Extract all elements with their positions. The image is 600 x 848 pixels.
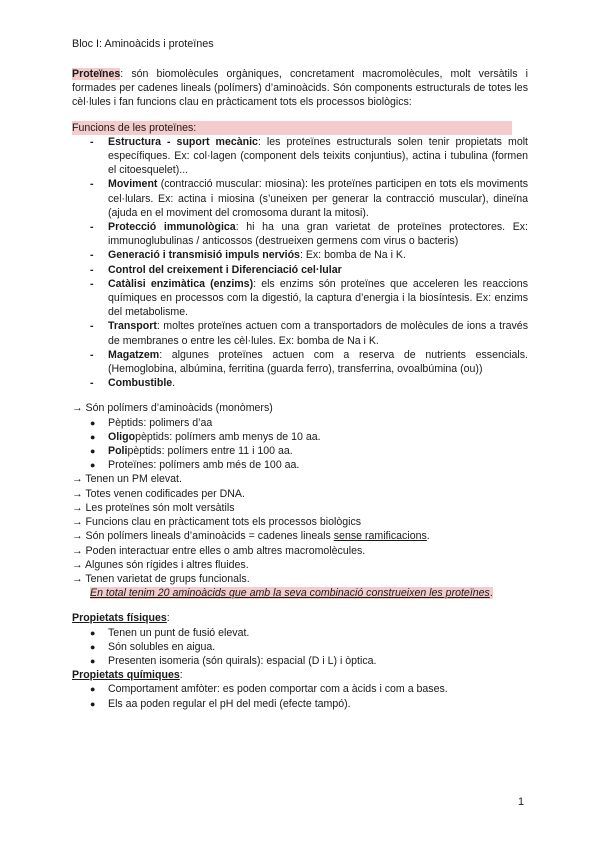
intro-term: Proteïnes [72,68,121,80]
list-item: ● Pèptids: polimers d’aa [90,416,213,429]
polymers-line: → Són polímers d’aminoàcids (monòmers) [72,402,273,415]
physical-properties [72,611,528,668]
list-item: ● Presenten isomeria (són quirals): espacial (D i L) i òptica. [90,654,377,667]
function-item-nerve: - Generació i transmisió impuls nerviós: Ex: bomba de Na i K. [90,249,406,262]
function-item-structure: - Estructura - suport mecànic: les proteïnes estructurals solen tenir propietats molt específiques. Ex: col·lagen (component dels teixits conjuntius), actina i tubulina (formen el citoesquelet)... [90,135,529,177]
document-body [72,67,528,711]
function-item-growth: - Control del creixement i Diferenciació cel·lular [90,263,342,276]
functions-list [72,135,528,391]
polymers-block [72,401,528,600]
arrow-line: → Poden interactuar entre elles o amb altres macromolècules. [72,544,366,557]
arrow-line: → Les proteïnes són molt versàtils [72,501,235,514]
list-item: ● Tenen un punt de fusió elevat. [90,626,250,639]
polymers-list [72,416,528,473]
list-item: ● Són solubles en aigua. [90,640,216,653]
intro-paragraph [72,67,528,110]
functions-title: Funcions de les proteïnes: [72,121,512,135]
list-item: ● Polipèptids: polímers entre 11 i 100 aa. [90,445,293,458]
conclusion-line: En total tenim 20 aminoàcids que amb la seva combinació construeixen les proteïnes. [90,587,493,600]
function-item-transport: - Transport: moltes proteïnes actuen com a transportadors de molècules de ions a través de membranes o entre les cèl·lules. Ex: bomba de Na i K. [90,320,528,347]
list-item: ● Els aa poden regular el pH del medi (efecte tampó). [90,697,351,710]
list-item: ● Oligopèptids: polímers amb menys de 10 aa. [90,430,321,443]
function-item-catalysis: - Catàlisi enzimàtica (enzims): els enzims són proteïnes que acceleren les reaccions químiques en processos com la digestió, la captura d’energia i la biosíntesis. Ex: enzims del metabolisme. [90,277,528,319]
function-item-fuel: - Combustible. [90,377,176,390]
list-item: ● Comportament amfòter: es poden comportar com a àcids i com a bases. [90,683,448,696]
arrow-line: → Tenen varietat de grups funcionals. [72,572,250,585]
arrow-line: → Totes venen codificades per DNA. [72,487,245,500]
list-item: ● Proteïnes: polímers amb més de 100 aa. [90,459,300,472]
conclusion-highlight: En total tenim 20 aminoàcids que amb la seva combinació construeixen les proteïnes [90,587,490,600]
function-item-movement: - Moviment (contracció muscular: miosina): les proteïnes participen en tots els moviments cel·lulars. Ex: actina i miosina (s’uneixen per generar la contracció muscular), dineïna (ajuda en el moviment del cromosoma durant la mitosi). [90,178,528,219]
page-header: Bloc I: Aminoàcids i proteïnes [72,38,214,50]
arrow-line-lineal: → Són polímers lineals d’aminoàcids = cadenes lineals sense ramificacions. [72,530,430,543]
intro-text: : són biomolècules orgàniques, concretament macromolècules, molt versàtils i formades per cadenes lineals (polímers) d’aminoàcids. Són components estructurals de totes les cèl·lules i fan funcions clau en pràcticament tots els processos biològics: [72,68,528,109]
function-item-storage: - Magatzem: algunes proteïnes actuen com a reserva de nutrients essencials. (Hemoglobina, albúmina, ferritina (guarda ferro), transferrina, ovoalbúmina (ou)) [90,348,528,376]
physical-title: Propietats físiques: [72,612,170,625]
page-number: 1 [518,796,525,808]
chemical-title: Propietats químiques: [72,669,183,682]
arrow-line: → Tenen un PM elevat. [72,473,182,486]
arrow-line: → Funcions clau en pràcticament tots els processos biològics [72,516,362,529]
chemical-list [72,682,528,710]
function-item-immune: - Protecció immunològica: hi ha una gran varietat de proteïnes protectores. Ex: immunoglubulinas / anticossos (destrueixen germens com virus o bacteris) [90,221,528,248]
chemical-properties [72,668,528,711]
physical-list [72,626,528,669]
arrow-line: → Algunes són rígides i altres fluides. [72,558,249,571]
